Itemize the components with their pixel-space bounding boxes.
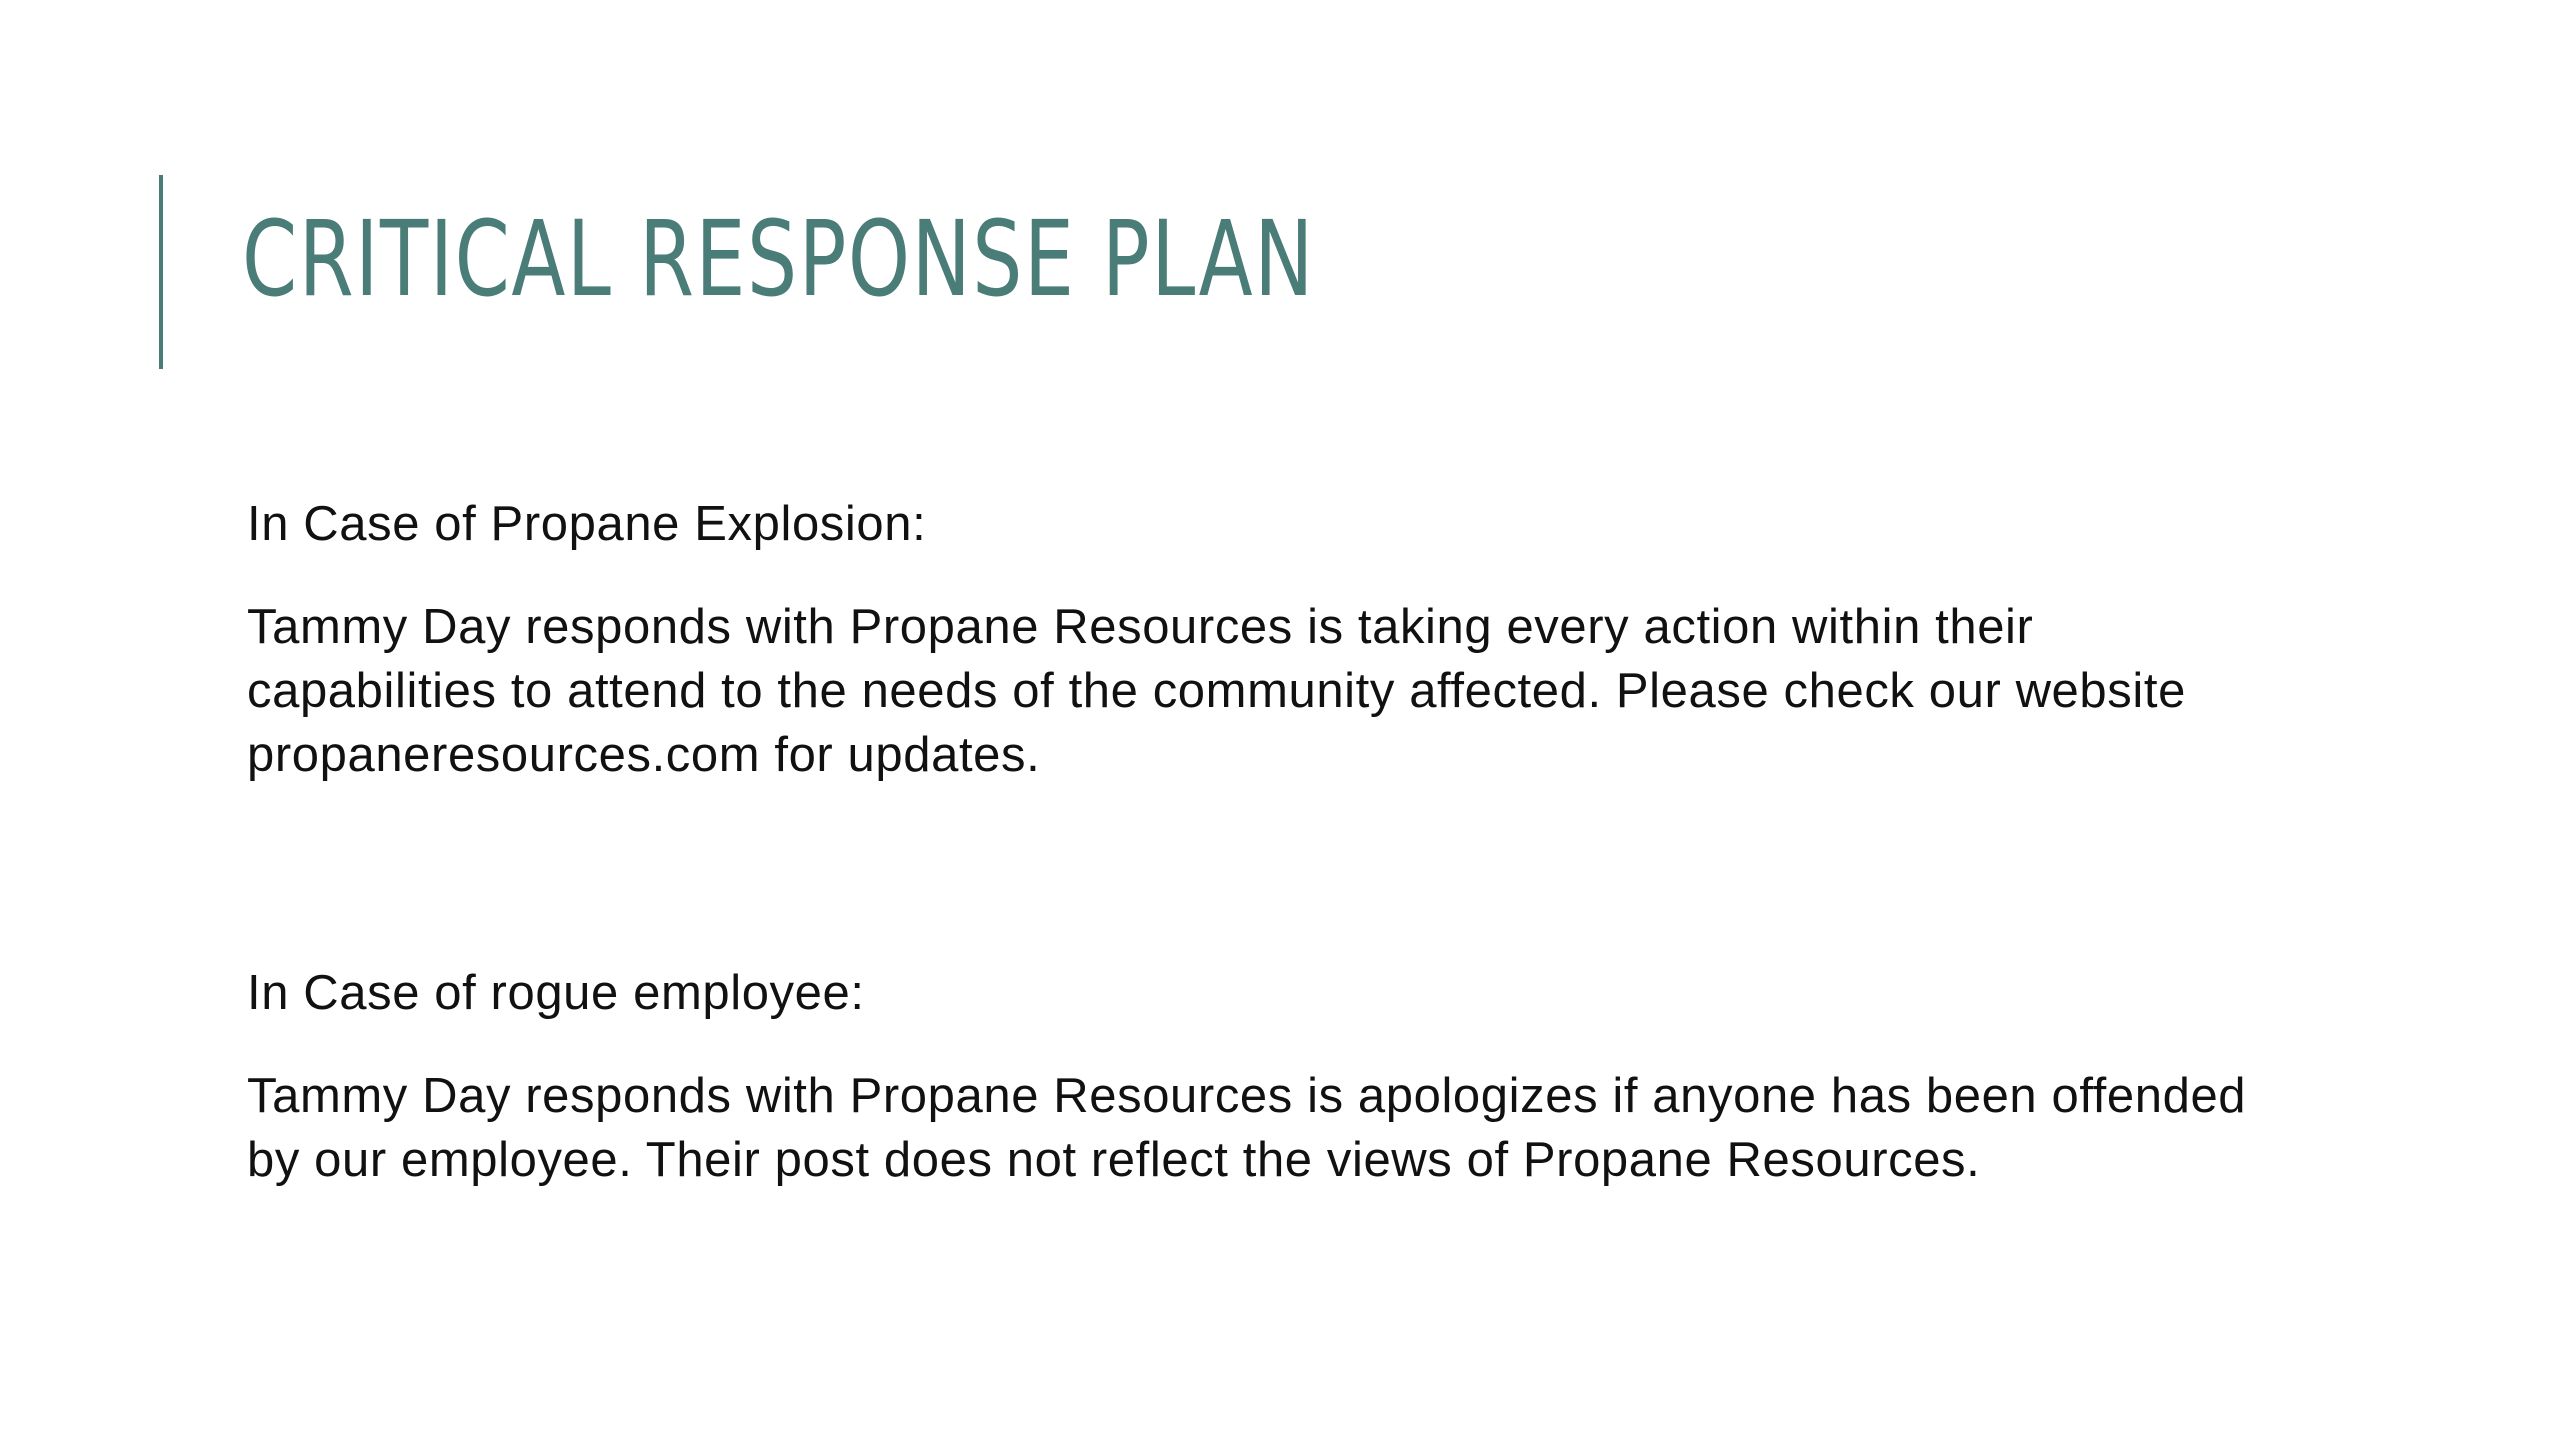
section-response-rogue-employee: Tammy Day responds with Propane Resources is apologizes if anyone has been offended by our employee. Their post does not reflect the views of Propane Resources. — [247, 1069, 2247, 1187]
section-heading-explosion: In Case of Propane Explosion: — [247, 497, 927, 551]
slide-body — [247, 492, 2247, 1192]
section-response-explosion: Tammy Day responds with Propane Resources is taking every action within their capabilities to attend to the needs of the community affected. Please check our website propaneresources.com for updates. — [247, 600, 2186, 782]
title-accent-bar — [159, 175, 163, 369]
slide-title: CRITICAL RESPONSE PLAN — [242, 198, 1315, 320]
section-heading-rogue-employee: In Case of rogue employee: — [247, 966, 865, 1020]
